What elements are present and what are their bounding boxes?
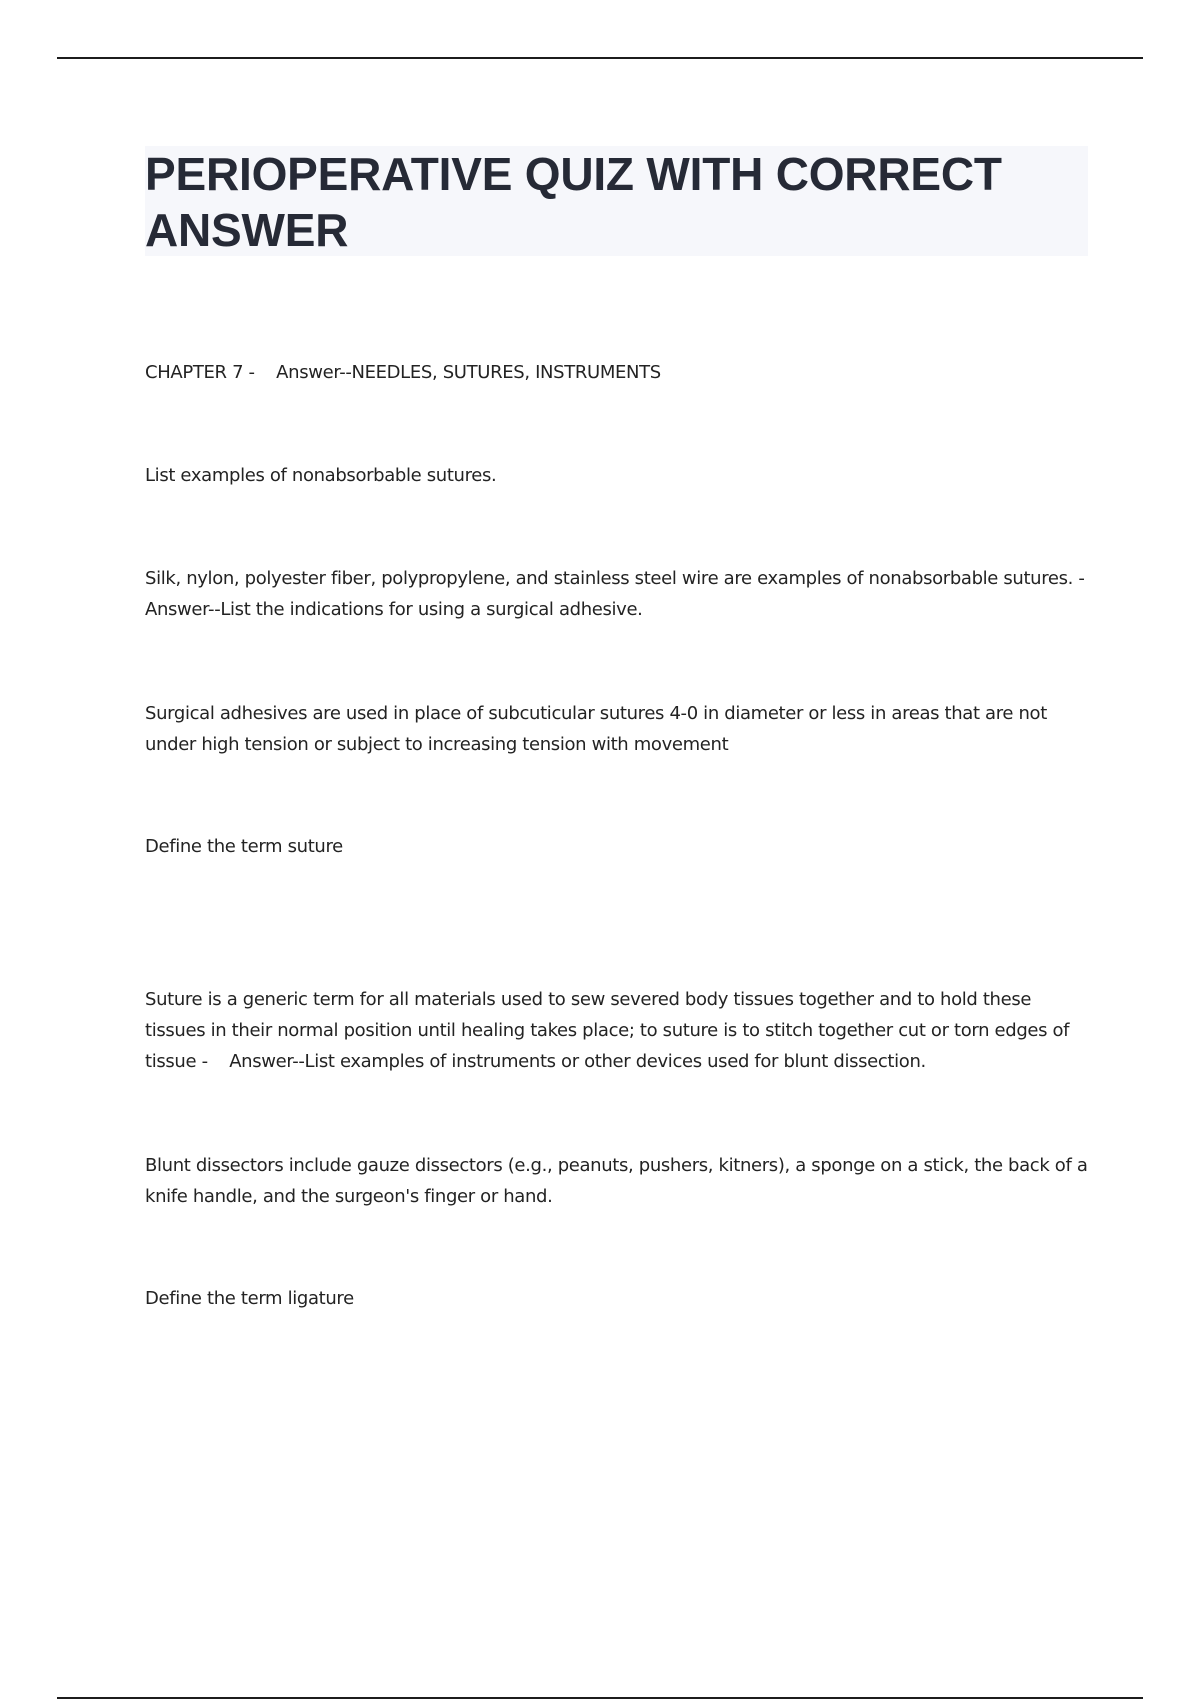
question-nonabsorbable-sutures: List examples of nonabsorbable sutures. [145,465,497,486]
answer-nonabsorbable-sutures: Silk, nylon, polyester fiber, polypropylene, and stainless steel wire are examples of nonabsorbable sutures. - Answer--List the indications for using a surgical adhesive. [145,568,1107,620]
top-rule [57,57,1143,59]
bottom-rule [57,1697,1143,1699]
answer-surgical-adhesive: Surgical adhesives are used in place of subcuticular sutures 4-0 in diameter or less in areas that are not under high tension or subject to increasing tension with movement [145,703,1053,755]
question-define-ligature: Define the term ligature [145,1288,354,1309]
question-define-suture: Define the term suture [145,836,343,857]
answer-define-suture: Suture is a generic term for all materials used to sew severed body tissues together and to hold these tissues in their normal position until healing takes place; to suture is to stitch together cut or torn edges of tissue - Answer--List examples of instruments or other devices used for blunt dissection. [145,989,1075,1072]
chapter-heading: CHAPTER 7 - Answer--NEEDLES, SUTURES, INSTRUMENTS [145,362,661,383]
answer-blunt-dissection: Blunt dissectors include gauze dissectors (e.g., peanuts, pushers, kitners), a sponge on a stick, the back of a knife handle, and the surgeon's finger or hand. [145,1155,1093,1207]
document-title: PERIOPERATIVE QUIZ WITH CORRECT ANSWER [145,148,1002,256]
